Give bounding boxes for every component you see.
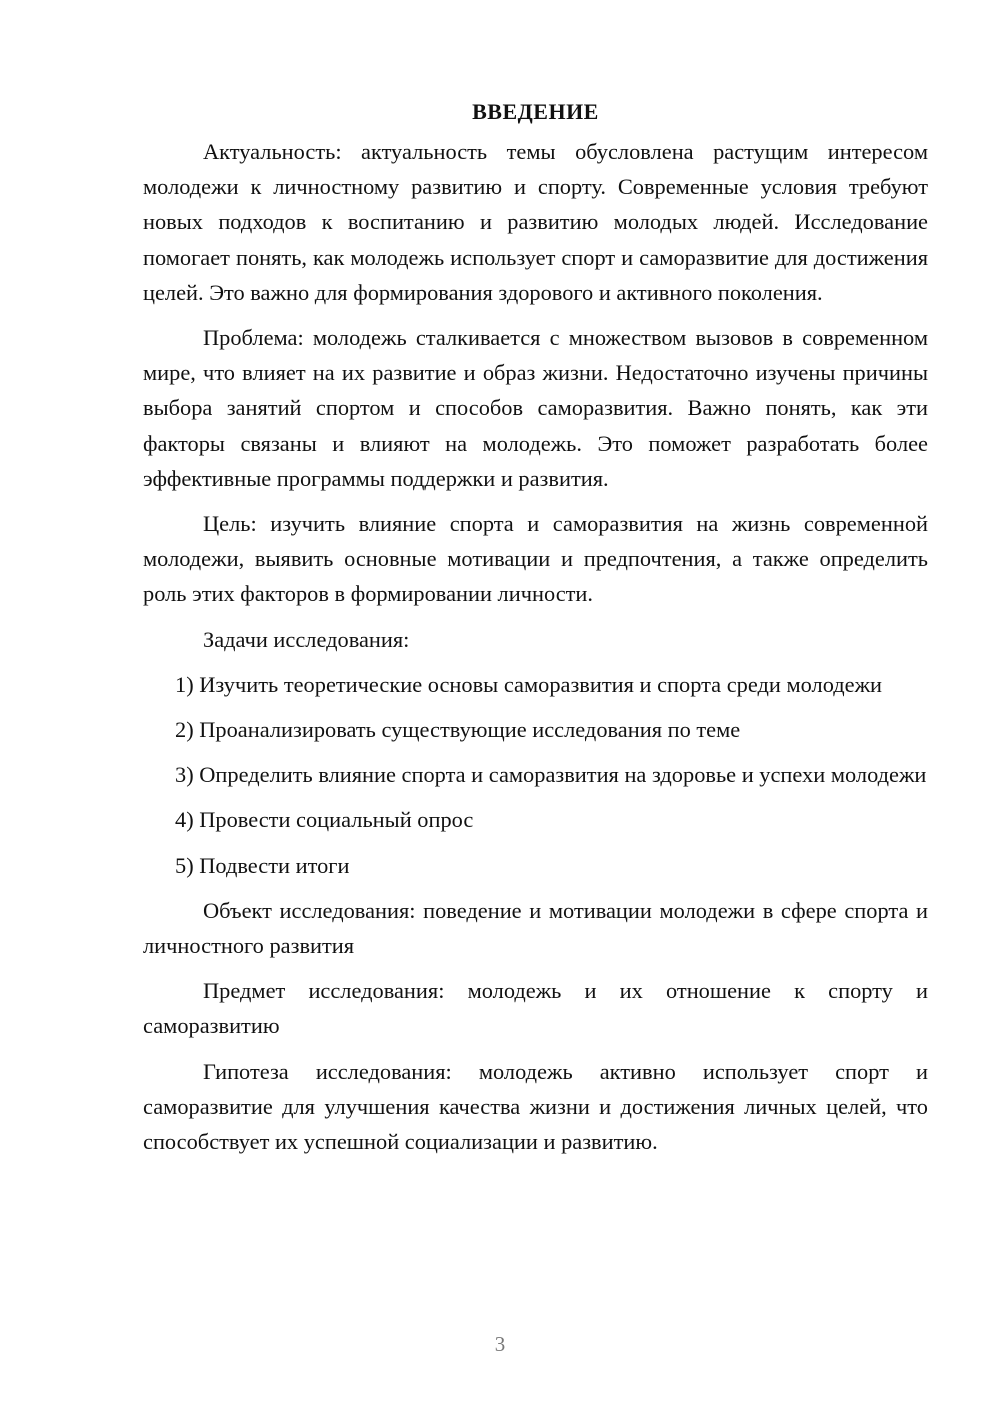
hypothesis-paragraph: Гипотеза исследования: молодежь активно использует спорт и саморазвитие для улучшения качества жизни и достижения личных целей, что способствует их успешной социализации и развитию. [143, 1058, 928, 1155]
document-page [143, 94, 928, 1169]
object-paragraph: Объект исследования: поведение и мотивации молодежи в сфере спорта и личностного развития [143, 897, 928, 959]
section-heading: ВВЕДЕНИЕ [472, 99, 599, 124]
relevance-paragraph: Актуальность: актуальность темы обусловлена растущим интересом молодежи к личностному развитию и спорту. Современные условия требуют новых подходов к воспитанию и развитию молодых людей. Исследование помогает понять, как молодежь использует спорт и саморазвитие для достижения целей. Это важно для формирования здорового и активного поколения. [143, 139, 928, 305]
task-item-1: 1) Изучить теоретические основы саморазвития и спорта среди молодежи [175, 671, 883, 697]
task-item-4: 4) Провести социальный опрос [175, 807, 474, 833]
task-item-5: 5) Подвести итоги [175, 852, 350, 878]
task-item-3: 3) Определить влияние спорта и саморазвития на здоровье и успехи молодежи [175, 762, 927, 788]
problem-paragraph: Проблема: молодежь сталкивается с множеством вызовов в современном мире, что влияет на их развитие и образ жизни. Недостаточно изучены причины выбора занятий спортом и способов саморазвития. Важно понять, как эти факторы связаны и влияют на молодежь. Это поможет разработать более эффективные программы поддержки и развития. [143, 325, 928, 491]
tasks-label: Задачи исследования: [203, 626, 410, 652]
subject-paragraph: Предмет исследования: молодежь и их отношение к спорту и саморазвитию [143, 978, 928, 1039]
page-number: 3 [494, 1332, 506, 1356]
goal-paragraph: Цель: изучить влияние спорта и саморазвития на жизнь современной молодежи, выявить основные мотивации и предпочтения, а также определить роль этих факторов в формировании личности. [143, 511, 928, 607]
task-item-2: 2) Проанализировать существующие исследования по теме [175, 717, 741, 743]
